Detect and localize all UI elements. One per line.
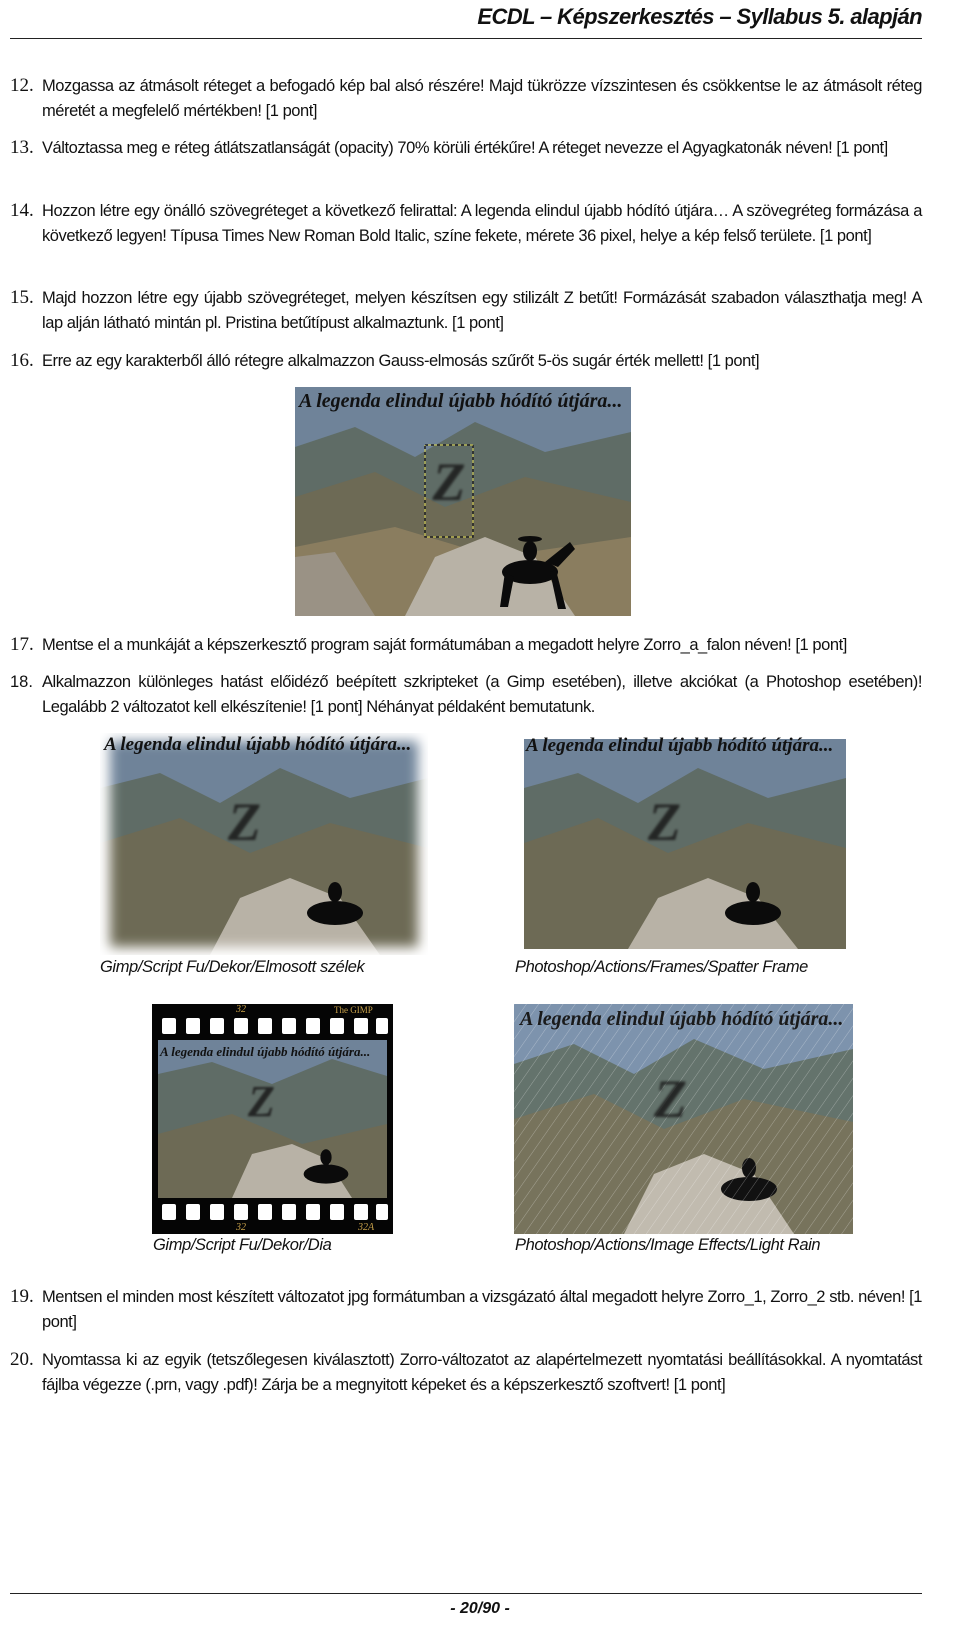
caption-light-rain: Photoshop/Actions/Image Effects/Light Rain xyxy=(515,1236,821,1254)
task-number: 15. xyxy=(10,287,34,308)
blurred-z-letter: Z xyxy=(432,452,466,512)
film-frame-number-bottom-right: 32A xyxy=(358,1222,375,1233)
caption-blurred-edges: Gimp/Script Fu/Dekor/Elmosott szélek xyxy=(100,958,365,976)
image-headline: A legenda elindul újabb hódító útjára... xyxy=(160,1044,371,1059)
task-item-18 xyxy=(10,670,922,719)
blurred-z-letter: Z xyxy=(654,1069,687,1129)
task-item-12 xyxy=(10,74,922,123)
page-header xyxy=(0,0,960,52)
task-number: 14. xyxy=(10,200,34,221)
task-text: Mentse el a munkáját a képszerkesztő program saját formátumában a megadott helyre Zorro_a_falon néven! [1 pont] xyxy=(42,636,847,654)
task-text: Hozzon létre egy önálló szövegréteget a következő felirattal: A legenda elindul újabb hódító útjára… A szövegréteg formázása a következő legyen! Típusa Times New Roman Bold Italic, színe fekete, mérete 36 pixel, helye a kép felső területe. [1 pont] xyxy=(42,202,922,245)
zorro-main-image xyxy=(295,387,631,616)
film-brand-label: The GIMP xyxy=(334,1005,373,1015)
header-divider xyxy=(10,38,922,39)
blurred-z-letter: Z xyxy=(248,1077,275,1126)
variant-blurred-edges-image xyxy=(100,733,428,955)
task-item-19 xyxy=(10,1285,922,1334)
image-headline: A legenda elindul újabb hódító útjára... xyxy=(104,734,412,755)
task-number: 12. xyxy=(10,75,34,96)
image-headline: A legenda elindul újabb hódító útjára... xyxy=(299,390,623,412)
task-text: Alkalmazzon különleges hatást előidéző beépített szkripteket (a Gimp esetében), illetve akciókat (a Photoshop esetében)! Legalább 2 változatot kell elkészítenie! [1 pont] Néhányat példaként bemutatunk. xyxy=(42,673,922,716)
task-text: Mentsen el minden most készített változatot jpg formátumban a vizsgázató által megadott helyre Zorro_1, Zorro_2 stb. néven! [1 pont] xyxy=(42,1288,922,1331)
image-headline: A legenda elindul újabb hódító útjára... xyxy=(520,1008,844,1030)
task-number: 16. xyxy=(10,350,34,371)
task-item-13 xyxy=(10,136,922,161)
variant-light-rain-image xyxy=(514,1004,853,1234)
variant-spatter-frame-image xyxy=(518,733,852,955)
task-item-20 xyxy=(10,1348,922,1397)
blurred-z-letter: Z xyxy=(648,792,681,852)
page-number: - 20/90 - xyxy=(450,1600,510,1617)
task-number: 17. xyxy=(10,634,34,655)
header-title: ECDL – Képszerkesztés – Syllabus 5. alapján xyxy=(477,4,922,29)
caption-film-slide: Gimp/Script Fu/Dekor/Dia xyxy=(153,1236,332,1254)
task-text: Mozgassa az átmásolt réteget a befogadó kép bal alsó részére! Majd tükrözze vízszintesen és csökkentse le az átmásolt réteg méretét a megfelelő mértékben! [1 pont] xyxy=(42,77,922,120)
task-text: Erre az egy karakterből álló rétegre alkalmazzon Gauss-elmosás szűrőt 5-ös sugár érték mellett! [1 pont] xyxy=(42,352,760,370)
footer-divider xyxy=(10,1593,922,1594)
film-frame-number-bottom-left: 32 xyxy=(236,1222,246,1233)
task-item-14 xyxy=(10,199,922,248)
task-item-17 xyxy=(10,633,922,658)
task-text: Változtassa meg e réteg átlátszatlanságát (opacity) 70% körüli értékűre! A réteget nevezze el Agyagkatonák néven! [1 pont] xyxy=(42,139,888,157)
task-number: 20. xyxy=(10,1349,34,1370)
task-item-16 xyxy=(10,349,922,374)
image-headline: A legenda elindul újabb hódító útjára... xyxy=(526,735,834,756)
variant-film-slide-image xyxy=(152,1004,393,1234)
task-number: 13. xyxy=(10,137,34,158)
blurred-z-letter: Z xyxy=(228,792,261,852)
task-number: 19. xyxy=(10,1286,34,1307)
task-number: 18. xyxy=(10,673,33,691)
caption-spatter-frame: Photoshop/Actions/Frames/Spatter Frame xyxy=(515,958,808,976)
film-frame-number-top: 32 xyxy=(236,1004,246,1015)
task-item-15 xyxy=(10,286,922,335)
task-text: Majd hozzon létre egy újabb szövegréteget, melyen készítsen egy stilizált Z betűt! Formázását szabadon választhatja meg! A lap alján látható mintán pl. Pristina betűtípust alkalmaztunk. [1 pont] xyxy=(42,289,922,332)
task-text: Nyomtassa ki az egyik (tetszőlegesen kiválasztott) Zorro-változatot az alapértelmezett nyomtatási beállításokkal. A nyomtatást fájlba végezze (.prn, vagy .pdf)! Zárja be a megnyitott képeket és a képszerkesztő szoftvert! [1 pont] xyxy=(42,1351,922,1394)
